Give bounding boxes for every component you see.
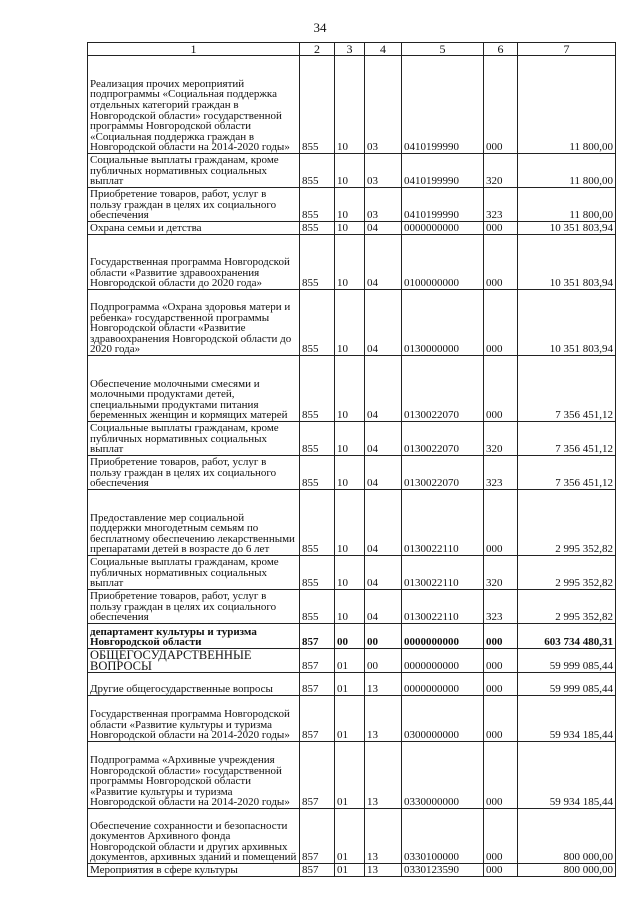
subsection-code: 13	[365, 742, 402, 809]
item-name: Государственная программа Новгородской области «Развитие культуры и туризма Новгородской области на 2014-2020 годы»	[88, 696, 300, 742]
expense-type: 000	[484, 235, 518, 290]
page-number: 34	[313, 20, 327, 35]
section-code: 01	[335, 673, 365, 696]
amount: 10 351 803,94	[518, 290, 616, 356]
expense-type: 000	[484, 356, 518, 422]
target-article: 0130022110	[402, 490, 484, 556]
ministry-code: 855	[300, 235, 335, 290]
table-row	[88, 356, 616, 422]
item-name: Предоставление мер социальной поддержки многодетным семьям по бесплатному обеспечению лекарственными препаратами детей в возрасте до 6 лет	[88, 490, 300, 556]
target-article: 0410199990	[402, 154, 484, 188]
target-article: 0330123590	[402, 864, 484, 877]
expense-type: 000	[484, 864, 518, 877]
section-code: 01	[335, 864, 365, 877]
subsection-code: 13	[365, 673, 402, 696]
target-article: 0330100000	[402, 809, 484, 864]
subsection-code: 04	[365, 590, 402, 624]
table-row	[88, 456, 616, 490]
section-code: 10	[335, 356, 365, 422]
subsection-code: 04	[365, 356, 402, 422]
section-code: 10	[335, 422, 365, 456]
amount: 10 351 803,94	[518, 235, 616, 290]
expense-type: 000	[484, 222, 518, 235]
target-article: 0000000000	[402, 222, 484, 235]
target-article: 0130000000	[402, 290, 484, 356]
table-row	[88, 422, 616, 456]
column-header: 1	[88, 43, 300, 56]
ministry-code: 855	[300, 422, 335, 456]
table-row	[88, 290, 616, 356]
section-code: 10	[335, 490, 365, 556]
target-article: 0130022110	[402, 556, 484, 590]
ministry-code: 857	[300, 649, 335, 673]
expense-type: 323	[484, 188, 518, 222]
item-name: ОБЩЕГОСУДАРСТВЕННЫЕ ВОПРОСЫ	[88, 649, 300, 673]
amount: 7 356 451,12	[518, 456, 616, 490]
target-article: 0410199990	[402, 56, 484, 154]
expense-type: 000	[484, 742, 518, 809]
expense-type: 000	[484, 809, 518, 864]
item-name: Другие общегосударственные вопросы	[88, 673, 300, 696]
target-article: 0130022070	[402, 456, 484, 490]
table-row	[88, 809, 616, 864]
table-row	[88, 222, 616, 235]
expense-type: 000	[484, 649, 518, 673]
subsection-code: 13	[365, 864, 402, 877]
subsection-code: 13	[365, 696, 402, 742]
ministry-code: 857	[300, 809, 335, 864]
subsection-code: 04	[365, 290, 402, 356]
amount: 11 800,00	[518, 56, 616, 154]
ministry-code: 855	[300, 188, 335, 222]
ministry-code: 857	[300, 696, 335, 742]
subsection-code: 04	[365, 222, 402, 235]
amount: 603 734 480,31	[518, 624, 616, 649]
section-code: 10	[335, 456, 365, 490]
item-name: Обеспечение сохранности и безопасности документов Архивного фонда Новгородской области и других архивных документов, архивных зданий и помещений	[88, 809, 300, 864]
target-article: 0000000000	[402, 673, 484, 696]
section-code: 10	[335, 56, 365, 154]
item-name: Охрана семьи и детства	[88, 222, 300, 235]
item-name: Приобретение товаров, работ, услуг в пользу граждан в целях их социального обеспечения	[88, 188, 300, 222]
item-name: Подпрограмма «Архивные учреждения Новгородской области» государственной программы Новгородской области «Развитие культуры и туризма Новгородской области на 2014-2020 годы»	[88, 742, 300, 809]
column-header: 2	[300, 43, 335, 56]
item-name: Мероприятия в сфере культуры	[88, 864, 300, 877]
expense-type: 000	[484, 624, 518, 649]
table-row	[88, 624, 616, 649]
target-article: 0330000000	[402, 742, 484, 809]
amount: 2 995 352,82	[518, 490, 616, 556]
table-row	[88, 649, 616, 673]
section-code: 10	[335, 154, 365, 188]
section-code: 10	[335, 556, 365, 590]
subsection-code: 04	[365, 235, 402, 290]
table-row	[88, 673, 616, 696]
amount: 11 800,00	[518, 154, 616, 188]
section-code: 01	[335, 696, 365, 742]
ministry-code: 857	[300, 624, 335, 649]
amount: 59 934 185,44	[518, 696, 616, 742]
ministry-code: 857	[300, 742, 335, 809]
ministry-code: 855	[300, 456, 335, 490]
subsection-code: 00	[365, 624, 402, 649]
table-row	[88, 864, 616, 877]
ministry-code: 855	[300, 154, 335, 188]
ministry-code: 855	[300, 56, 335, 154]
amount: 59 999 085,44	[518, 673, 616, 696]
header-row	[88, 43, 616, 56]
item-name: Реализация прочих мероприятий подпрограммы «Социальная поддержка отдельных категорий граждан в Новгородской области» государственной программы Новгородской области «Социальная поддержка граждан в Новгородской области на 2014-2020 годы»	[88, 56, 300, 154]
section-code: 10	[335, 222, 365, 235]
subsection-code: 04	[365, 556, 402, 590]
column-header: 6	[484, 43, 518, 56]
section-code: 01	[335, 649, 365, 673]
ministry-code: 855	[300, 590, 335, 624]
item-name: Социальные выплаты гражданам, кроме публичных нормативных социальных выплат	[88, 422, 300, 456]
ministry-code: 857	[300, 864, 335, 877]
table-row	[88, 188, 616, 222]
item-name: Социальные выплаты гражданам, кроме публичных нормативных социальных выплат	[88, 154, 300, 188]
expense-type: 320	[484, 422, 518, 456]
expense-type: 000	[484, 673, 518, 696]
table-row	[88, 742, 616, 809]
subsection-code: 04	[365, 456, 402, 490]
target-article: 0130022070	[402, 422, 484, 456]
item-name: Социальные выплаты гражданам, кроме публичных нормативных социальных выплат	[88, 556, 300, 590]
target-article: 0300000000	[402, 696, 484, 742]
section-code: 01	[335, 809, 365, 864]
subsection-code: 03	[365, 56, 402, 154]
table-body	[88, 43, 616, 877]
item-name: Государственная программа Новгородской области «Развитие здравоохранения Новгородской области до 2020 года»	[88, 235, 300, 290]
amount: 59 934 185,44	[518, 742, 616, 809]
expense-type: 000	[484, 696, 518, 742]
amount: 7 356 451,12	[518, 356, 616, 422]
section-code: 10	[335, 235, 365, 290]
target-article: 0000000000	[402, 649, 484, 673]
expense-type: 320	[484, 556, 518, 590]
amount: 2 995 352,82	[518, 556, 616, 590]
amount: 7 356 451,12	[518, 422, 616, 456]
column-header: 3	[335, 43, 365, 56]
column-header: 4	[365, 43, 402, 56]
subsection-code: 04	[365, 490, 402, 556]
expense-type: 000	[484, 290, 518, 356]
item-name: Приобретение товаров, работ, услуг в пользу граждан в целях их социального обеспечения	[88, 590, 300, 624]
ministry-code: 857	[300, 673, 335, 696]
item-name: департамент культуры и туризма Новгородской области	[88, 624, 300, 649]
target-article: 0130022110	[402, 590, 484, 624]
table-row	[88, 490, 616, 556]
target-article: 0410199990	[402, 188, 484, 222]
expense-type: 000	[484, 490, 518, 556]
amount: 2 995 352,82	[518, 590, 616, 624]
amount: 800 000,00	[518, 864, 616, 877]
ministry-code: 855	[300, 356, 335, 422]
item-name: Приобретение товаров, работ, услуг в пользу граждан в целях их социального обеспечения	[88, 456, 300, 490]
table-row	[88, 235, 616, 290]
subsection-code: 03	[365, 188, 402, 222]
subsection-code: 13	[365, 809, 402, 864]
target-article: 0100000000	[402, 235, 484, 290]
column-header: 5	[402, 43, 484, 56]
section-code: 10	[335, 590, 365, 624]
expense-type: 320	[484, 154, 518, 188]
section-code: 10	[335, 290, 365, 356]
subsection-code: 04	[365, 422, 402, 456]
section-code: 00	[335, 624, 365, 649]
ministry-code: 855	[300, 222, 335, 235]
column-header: 7	[518, 43, 616, 56]
amount: 59 999 085,44	[518, 649, 616, 673]
target-article: 0000000000	[402, 624, 484, 649]
amount: 800 000,00	[518, 809, 616, 864]
subsection-code: 00	[365, 649, 402, 673]
table-row	[88, 56, 616, 154]
section-code: 10	[335, 188, 365, 222]
item-name: Подпрограмма «Охрана здоровья матери и ребенка» государственной программы Новгородской области «Развитие здравоохранения Новгородской области до 2020 года»	[88, 290, 300, 356]
table-row	[88, 154, 616, 188]
expense-type: 000	[484, 56, 518, 154]
amount: 10 351 803,94	[518, 222, 616, 235]
ministry-code: 855	[300, 290, 335, 356]
expense-type: 323	[484, 456, 518, 490]
amount: 11 800,00	[518, 188, 616, 222]
table-row	[88, 590, 616, 624]
table-row	[88, 696, 616, 742]
section-code: 01	[335, 742, 365, 809]
expense-type: 323	[484, 590, 518, 624]
item-name: Обеспечение молочными смесями и молочными продуктами детей, специальными продуктами питания беременных женщин и кормящих матерей	[88, 356, 300, 422]
target-article: 0130022070	[402, 356, 484, 422]
ministry-code: 855	[300, 556, 335, 590]
table-row	[88, 556, 616, 590]
ministry-code: 855	[300, 490, 335, 556]
subsection-code: 03	[365, 154, 402, 188]
budget-table	[87, 42, 616, 877]
